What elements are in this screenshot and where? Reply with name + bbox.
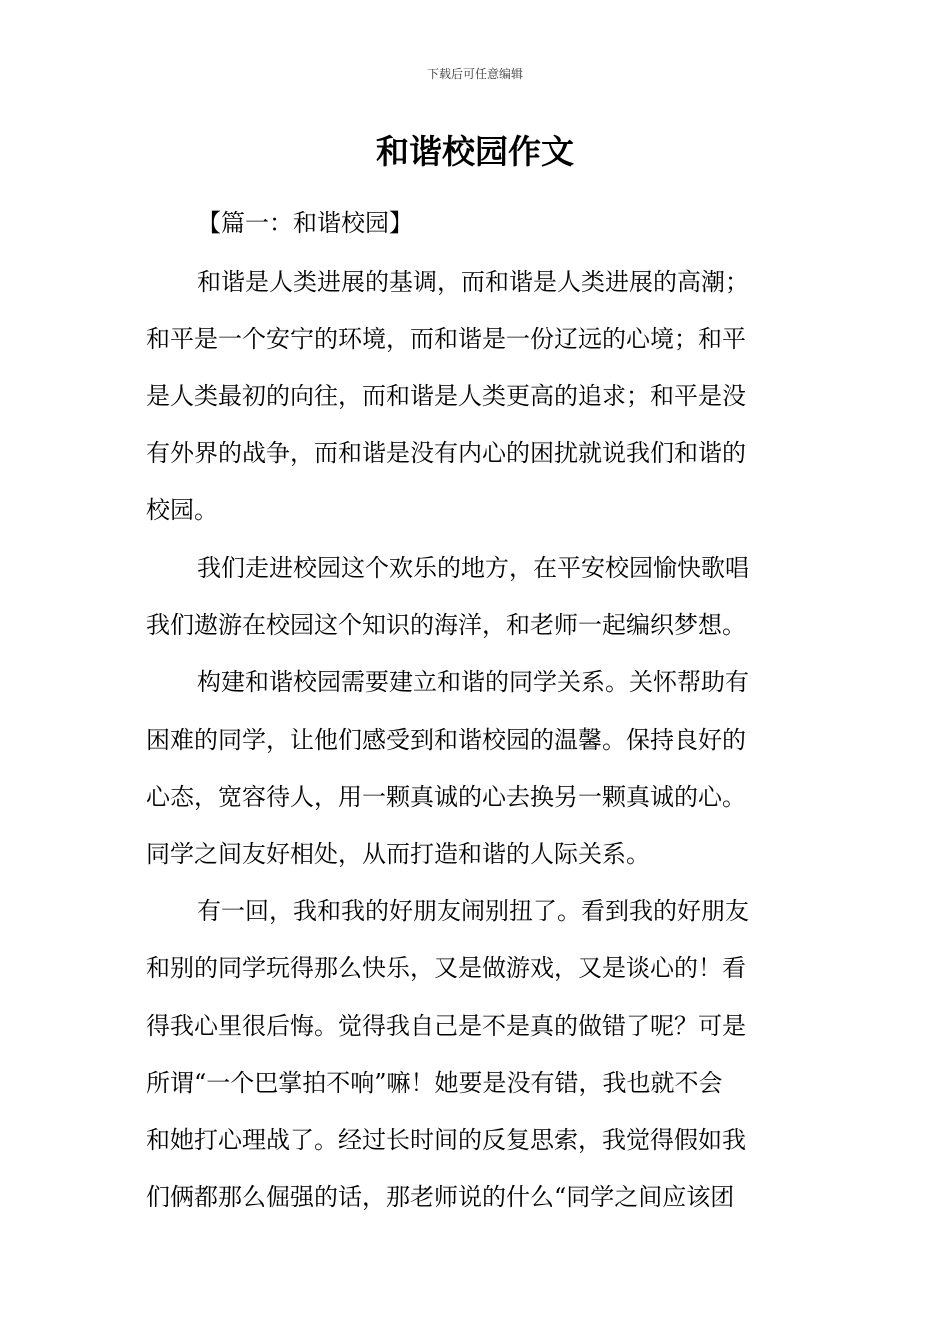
body-line: 和她打心理战了。经过长时间的反复思索，我觉得假如我 [146, 1126, 746, 1154]
body-line: 和别的同学玩得那么快乐，又是做游戏，又是谈心的！看 [146, 954, 746, 982]
header-note: 下载后可任意编辑 [426, 67, 523, 81]
body-line: 构建和谐校园需要建立和谐的同学关系。关怀帮助有 [197, 668, 749, 696]
body-line: 是人类最初的向往，而和谐是人类更高的追求；和平是没 [146, 382, 746, 410]
section-heading: 【篇一：和谐校园】 [197, 209, 413, 237]
body-line: 们俩都那么倔强的话，那老师说的什么“同学之间应该团 [146, 1183, 735, 1211]
body-line: 心态，宽容待人，用一颗真诚的心去换另一颗真诚的心。 [146, 783, 746, 811]
body-line: 同学之间友好相处，从而打造和谐的人际关系。 [146, 840, 650, 868]
body-line: 困难的同学，让他们感受到和谐校园的温馨。保持良好的 [146, 726, 746, 754]
body-line: 和谐是人类进展的基调，而和谐是人类进展的高潮； [197, 268, 749, 296]
body-line: 我们走进校园这个欢乐的地方，在平安校园愉快歌唱 [197, 554, 749, 582]
body-line: 有外界的战争，而和谐是没有内心的困扰就说我们和谐的 [146, 439, 746, 467]
body-line: 得我心里很后悔。觉得我自己是不是真的做错了呢？可是 [146, 1012, 746, 1040]
body-line: 有一回，我和我的好朋友闹别扭了。看到我的好朋友 [197, 897, 749, 925]
body-line: 所谓“一个巴掌拍不响”嘛！她要是没有错，我也就不会 [146, 1069, 723, 1097]
body-line: 和平是一个安宁的环境，而和谐是一份辽远的心境；和平 [146, 325, 746, 353]
body-line: 校园。 [146, 496, 218, 524]
document-title: 和谐校园作文 [376, 132, 574, 171]
body-line: 我们遨游在校园这个知识的海洋，和老师一起编织梦想。 [146, 611, 746, 639]
